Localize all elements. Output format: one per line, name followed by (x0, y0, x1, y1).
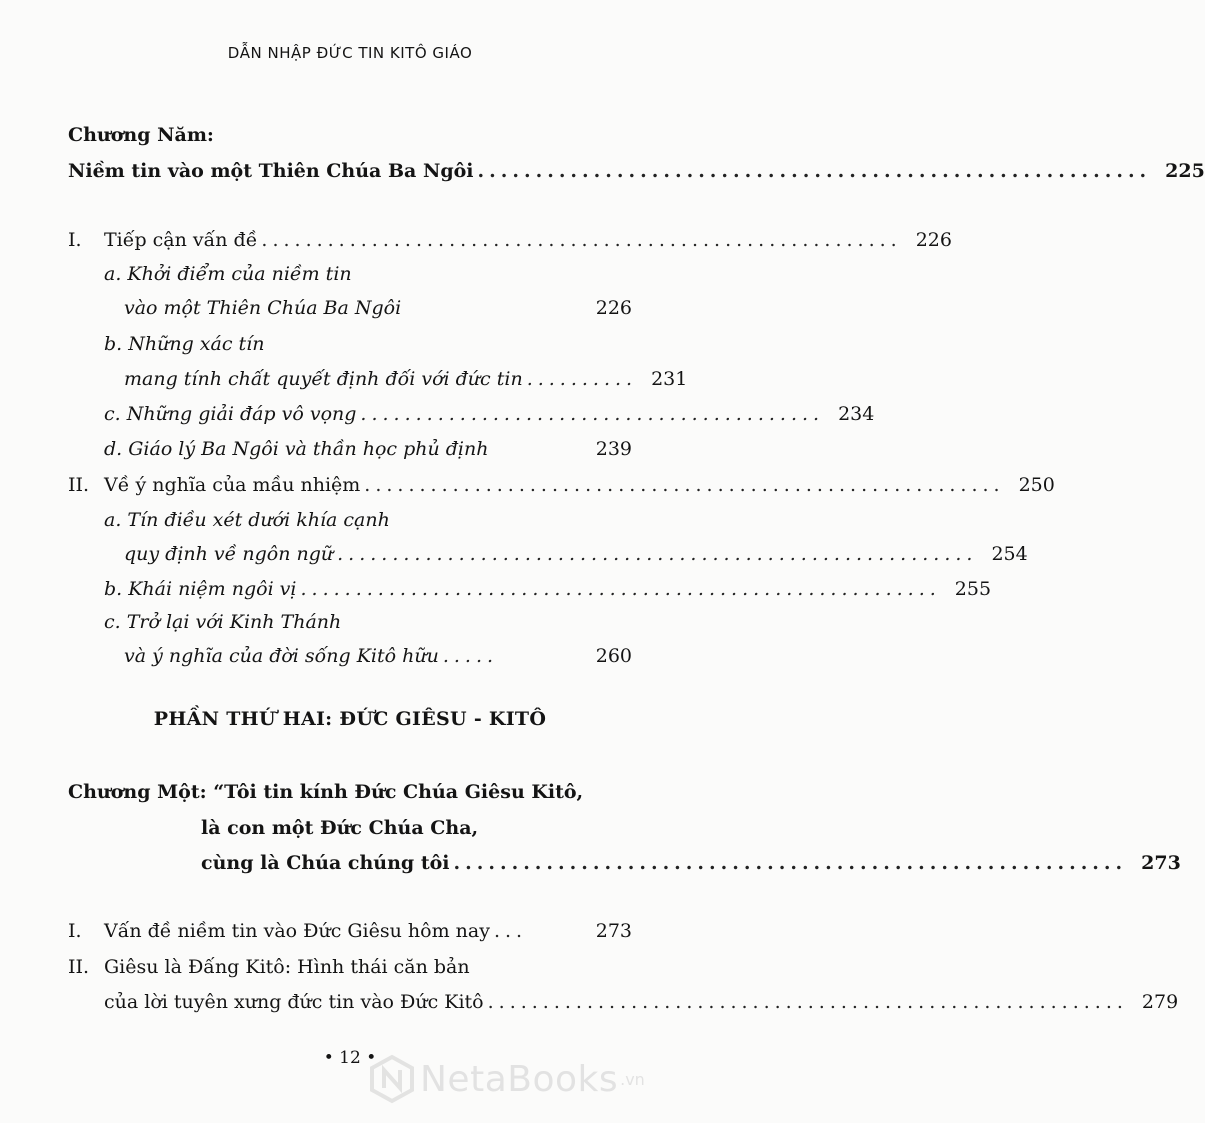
entry-title: Tiếp cận vấn đề (104, 229, 258, 251)
entry-title: d. Giáo lý Ba Ngôi và thần học phủ định (104, 438, 489, 460)
page-number: 273 (595, 920, 632, 942)
page-footer-number: • 12 • (323, 1048, 377, 1068)
dot-leader: ... (493, 920, 528, 942)
page-number: 255 (954, 578, 992, 600)
dot-leader: .......................................................... (477, 160, 1152, 182)
entry-title: Giêsu là Đấng Kitô: Hình thái căn bản (104, 956, 470, 978)
toc-entry-2a[interactable] (124, 541, 1028, 567)
page-number: 231 (651, 368, 688, 390)
entry-title: c. Những giải đáp vô vọng (104, 403, 357, 425)
toc-entry-1d[interactable] (104, 436, 632, 462)
watermark (368, 1055, 645, 1103)
toc-entry-1a[interactable] (124, 295, 632, 321)
dot-leader: ..... (442, 645, 499, 667)
chapter1-line1: Chương Một: “Tôi tin kính Đức Chúa Giêsu Kitô, (68, 781, 584, 803)
entry-title: Về ý nghĩa của mầu nhiệm (104, 474, 361, 496)
toc-entry-2c[interactable] (124, 643, 632, 669)
page-number: 279 (1141, 991, 1179, 1013)
chapter5-label: Chương Năm: (68, 124, 214, 146)
entry-number: I. (68, 920, 82, 942)
entry-title: quy định về ngôn ngữ (124, 543, 334, 565)
page-number: 234 (838, 403, 875, 425)
toc-entry-2b[interactable] (104, 576, 992, 602)
netabooks-logo-icon (368, 1055, 416, 1103)
toc-entry-1b-line1: b. Những xác tín (104, 333, 265, 355)
entry-number: II. (68, 956, 90, 978)
dot-leader: .......................................................... (487, 991, 1128, 1013)
page-number: 226 (595, 297, 632, 319)
watermark-brand: NetaBooks (420, 1058, 619, 1100)
page-number: 250 (1018, 474, 1055, 496)
toc-entry-part2-section-2[interactable] (104, 989, 1179, 1015)
toc-entry-1c[interactable] (104, 401, 875, 427)
toc-entry-1a-line1: a. Khởi điểm của niềm tin (104, 263, 352, 285)
toc-entry-part2-section-1[interactable] (68, 918, 632, 944)
toc-entry-chapter1[interactable] (201, 850, 1181, 876)
toc-entry-section-2[interactable] (68, 472, 1055, 498)
toc-entry-2c-line1: c. Trở lại với Kinh Thánh (104, 611, 342, 633)
entry-number: II. (68, 474, 90, 496)
dot-leader: .......................................................... (261, 229, 902, 251)
page-number: 239 (595, 438, 632, 460)
entry-number: I. (68, 229, 82, 251)
page-number: 226 (915, 229, 952, 251)
toc-entry-2a-line1: a. Tín điều xét dưới khía cạnh (104, 509, 390, 531)
part-two-heading: PHẦN THỨ HAI: ĐỨC GIÊSU - KITÔ (153, 708, 547, 730)
page-number: 225 (1165, 160, 1205, 182)
dot-leader: .......................................................... (300, 578, 941, 600)
entry-title: Vấn đề niềm tin vào Đức Giêsu hôm nay (104, 920, 490, 942)
toc-entry-chapter5[interactable] (68, 158, 1205, 184)
dot-leader: .......................................... (360, 403, 825, 425)
entry-title: b. Khái niệm ngôi vị (104, 578, 297, 600)
page-number: 260 (595, 645, 632, 667)
dot-leader: .......................................................... (337, 543, 978, 565)
entry-title: vào một Thiên Chúa Ba Ngôi (124, 297, 402, 319)
toc-entry-part2-section-2-line1 (68, 954, 470, 980)
dot-leader: .......................................................... (453, 852, 1128, 874)
entry-title: và ý nghĩa của đời sống Kitô hữu (124, 645, 439, 667)
dot-leader: .......................................................... (364, 474, 1005, 496)
entry-title: mang tính chất quyết định đối với đức tin (124, 368, 523, 390)
toc-entry-1b[interactable] (124, 366, 688, 392)
entry-title: cùng là Chúa chúng tôi (201, 852, 450, 874)
entry-title: của lời tuyên xưng đức tin vào Đức Kitô (104, 991, 484, 1013)
toc-entry-section-1[interactable] (68, 227, 952, 253)
page-number: 254 (991, 543, 1028, 565)
running-header: DẪN NHẬP ĐỨC TIN KITÔ GIÁO (227, 44, 473, 62)
entry-title: Niềm tin vào một Thiên Chúa Ba Ngôi (68, 160, 474, 182)
page-number: 273 (1141, 852, 1181, 874)
watermark-suffix: .vn (620, 1069, 645, 1089)
chapter1-line2: là con một Đức Chúa Cha, (201, 817, 479, 839)
dot-leader: .......... (526, 368, 638, 390)
